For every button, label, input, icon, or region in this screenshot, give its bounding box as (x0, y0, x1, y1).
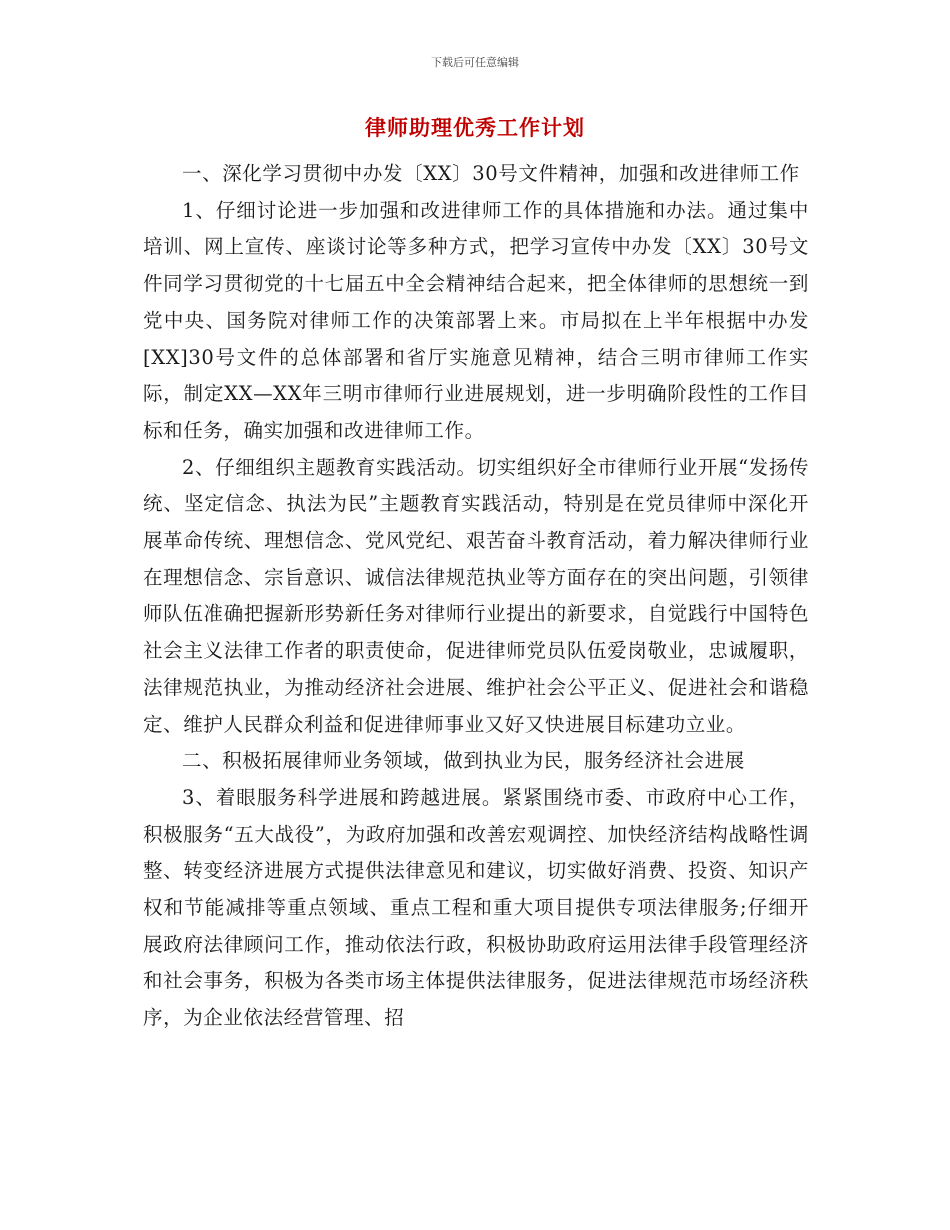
section-heading: 二、积极拓展律师业务领域，做到执业为民，服务经济社会进展 (182, 749, 745, 773)
paragraph: 2、仔细组织主题教育实践活动。切实组织好全市律师行业开展“发扬传统、坚定信念、执法为民”主题教育实践活动，特别是在党员律师中深化开展革命传统、理想信念、党风党纪、艰苦奋斗教育活动，着力解决律师行业在理想信念、宗旨意识、诚信法律规范执业等方面存在的突出问题，引领律师队伍准确把握新形势新任务对律师行业提出的新要求，自觉践行中国特色社会主义法律工作者的职责使命，促进律师党员队伍爱岗敬业，忠诚履职，法律规范执业，为推动经济社会进展、维护社会公平正义、促进社会和谐稳定、维护人民群众利益和促进律师事业又好又快进展目标建功立业。 (143, 455, 809, 736)
paragraph: 3、着眼服务科学进展和跨越进展。紧紧围绕市委、市政府中心工作，积极服务“五大战役”，为政府加强和改善宏观调控、加快经济结构战略性调整、转变经济进展方式提供法律意见和建议，切实做好消费、投资、知识产权和节能减排等重点领域、重点工程和重大项目提供专项法律服务;仔细开展政府法律顾问工作，推动依法行政，积极协助政府运用法律手段管理经济和社会事务，积极为各类市场主体提供法律服务，促进法律规范市场经济秩序，为企业依法经营管理、招 (143, 785, 809, 1030)
paragraph: 1、仔细讨论进一步加强和改进律师工作的具体措施和办法。通过集中培训、网上宣传、座谈讨论等多种方式，把学习宣传中办发〔XX〕30号文件同学习贯彻党的十七届五中全会精神结合起来，把全体律师的思想统一到党中央、国务院对律师工作的决策部署上来。市局拟在上半年根据中办发[XX]30号文件的总体部署和省厅实施意见精神，结合三明市律师工作实际，制定XX—XX年三明市律师行业进展规划，进一步明确阶段性的工作目标和任务，确实加强和改进律师工作。 (143, 198, 809, 442)
section-heading: 一、深化学习贯彻中办发〔XX〕30号文件精神，加强和改进律师工作 (182, 162, 800, 185)
document-body (143, 156, 809, 1037)
document-title: 律师助理优秀工作计划 (365, 116, 585, 140)
header-note: 下载后可任意编辑 (431, 56, 519, 69)
